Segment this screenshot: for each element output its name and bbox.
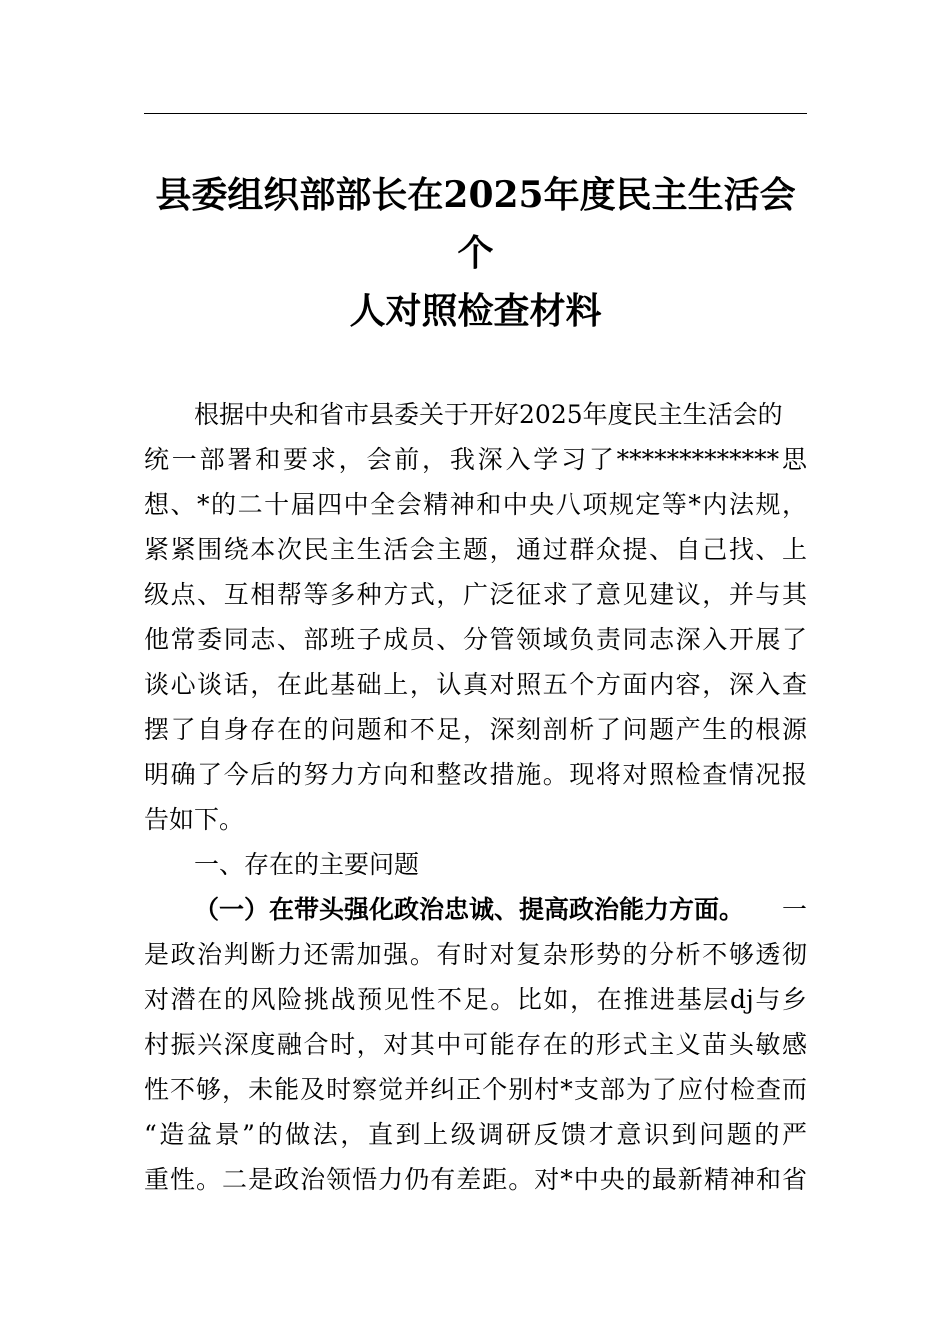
intro-line: 告如下。 [144,805,245,834]
body-line: 性不够，未能及时察觉并纠正个别村*支部为了应付检查而 [144,1075,807,1104]
intro-line: 想、*的二十届四中全会精神和中央八项规定等*内法规， [144,490,807,519]
subsection-first-line [194,892,807,928]
intro-line: 摆了自身存在的问题和不足，深刻剖析了问题产生的根源 [144,715,807,744]
intro-line: 他常委同志、部班子成员、分管领域负责同志深入开展了 [144,625,807,654]
title-line-1: 县委组织部部长在2025年度民主生活会个 [155,174,796,274]
document-title [144,166,807,340]
title-line-2: 人对照检查材料 [349,290,602,332]
intro-line: 明确了今后的努力方向和整改措施。现将对照检查情况报 [144,760,807,789]
subsection-text: 一 [781,895,807,924]
body-line: 重性。二是政治领悟力仍有差距。对*中央的最新精神和省 [144,1165,807,1194]
subsection-heading: （一）在带头强化政治忠诚、提高政治能力方面。 [194,895,745,924]
intro-line: 根据中央和省市县委关于开好2025年度民主生活会的 [194,400,783,429]
body-line: 是政治判断力还需加强。有时对复杂形势的分析不够透彻 [144,940,807,969]
section-heading: 一、存在的主要问题 [194,850,420,879]
intro-line: 谈心谈话，在此基础上，认真对照五个方面内容，深入查 [144,670,807,699]
intro-line: 紧紧围绕本次民主生活会主题，通过群众提、自己找、上 [144,535,807,564]
header-rule [144,113,807,114]
body-line: 村振兴深度融合时，对其中可能存在的形式主义苗头敏感 [144,1030,807,1059]
body-line: 对潜在的风险挑战预见性不足。比如，在推进基层dj与乡 [144,985,807,1014]
intro-line: 级点、互相帮等多种方式，广泛征求了意见建议，并与其 [144,580,807,609]
body-line: “造盆景”的做法，直到上级调研反馈才意识到问题的严 [144,1120,807,1149]
intro-line: 统一部署和要求，会前，我深入学习了*************思 [144,445,807,474]
